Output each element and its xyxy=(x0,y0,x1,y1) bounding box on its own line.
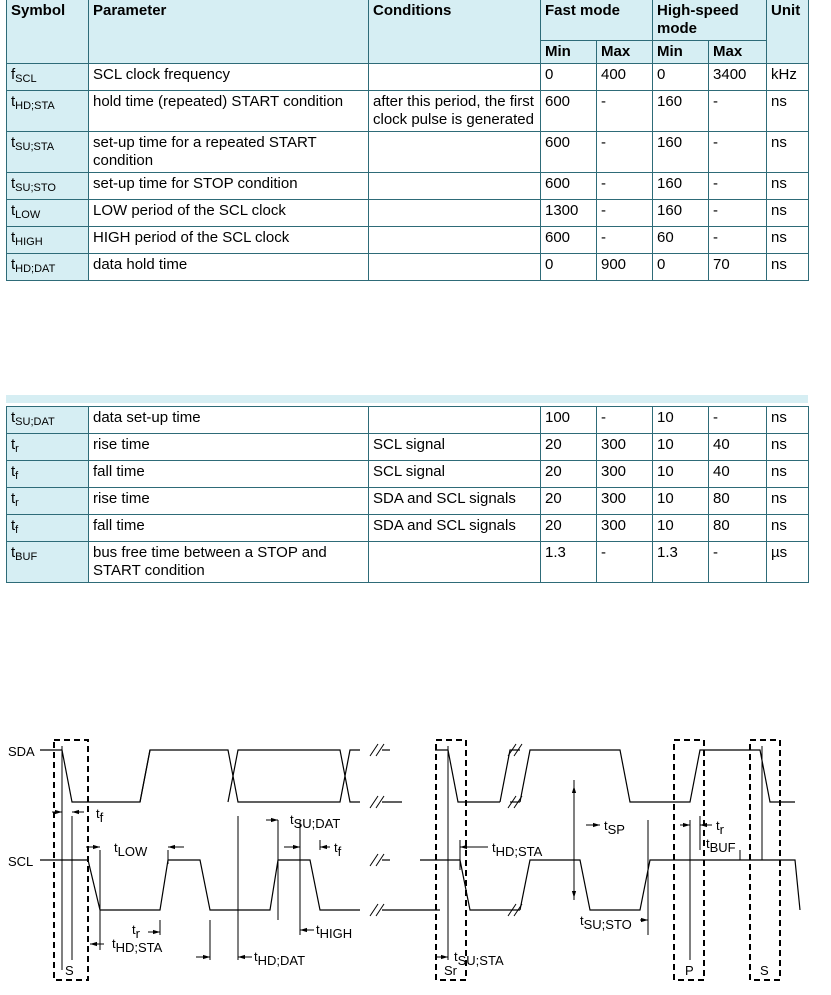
table-break xyxy=(6,395,808,403)
hs-max-cell: - xyxy=(709,407,767,434)
sda-waveform xyxy=(40,750,795,802)
fast-min-cell: 0 xyxy=(541,254,597,281)
conditions-cell: SCL signal xyxy=(369,434,541,461)
fast-min-cell: 1300 xyxy=(541,200,597,227)
hs-min-cell: 160 xyxy=(653,173,709,200)
table-row xyxy=(7,173,809,200)
parameter-cell: LOW period of the SCL clock xyxy=(89,200,369,227)
table-row xyxy=(7,407,809,434)
conditions-cell xyxy=(369,173,541,200)
fast-min-cell: 600 xyxy=(541,132,597,173)
header-high-speed-mode: High-speed mode xyxy=(653,0,767,41)
hs-max-cell: 40 xyxy=(709,461,767,488)
conditions-cell: SCL signal xyxy=(369,461,541,488)
conditions-cell xyxy=(369,132,541,173)
unit-cell: ns xyxy=(767,200,809,227)
hs-max-cell: - xyxy=(709,173,767,200)
table-row xyxy=(7,132,809,173)
symbol-cell: $t_{HIGH}$ xyxy=(7,227,89,254)
unit-cell: ns xyxy=(767,227,809,254)
label-tlow: tLOW xyxy=(114,840,148,859)
label-tf: tf xyxy=(96,806,104,825)
conditions-cell: after this period, the first clock pulse is generated xyxy=(369,91,541,132)
fast-max-cell: 900 xyxy=(597,254,653,281)
start-label-2: S xyxy=(760,963,769,978)
conditions-cell xyxy=(369,254,541,281)
fast-min-cell: 100 xyxy=(541,407,597,434)
header-hs-min: Min xyxy=(653,41,709,64)
symbol-cell: $t_{HD;STA}$ xyxy=(7,91,89,132)
table-body-bottom xyxy=(7,407,809,583)
table-row xyxy=(7,542,809,583)
hs-max-cell: - xyxy=(709,200,767,227)
repeated-start-label: Sr xyxy=(444,963,457,978)
parameter-cell: rise time xyxy=(89,434,369,461)
hs-min-cell: 10 xyxy=(653,461,709,488)
symbol-cell: $t_{LOW}$ xyxy=(7,200,89,227)
symbol-cell: $t_r$ xyxy=(7,434,89,461)
stop-label: P xyxy=(685,963,694,978)
conditions-cell xyxy=(369,542,541,583)
header-parameter: Parameter xyxy=(89,0,369,64)
hs-min-cell: 160 xyxy=(653,132,709,173)
unit-cell: kHz xyxy=(767,64,809,91)
symbol-cell: $t_{SU;DAT}$ xyxy=(7,407,89,434)
symbol-cell: $t_{BUF}$ xyxy=(7,542,89,583)
hs-min-cell: 60 xyxy=(653,227,709,254)
parameter-cell: fall time xyxy=(89,515,369,542)
parameter-cell: HIGH period of the SCL clock xyxy=(89,227,369,254)
break-marks xyxy=(370,744,522,916)
table-body-top xyxy=(7,64,809,281)
hs-max-cell: 80 xyxy=(709,515,767,542)
label-tr: tr xyxy=(132,922,140,941)
sda-label: SDA xyxy=(8,744,35,759)
conditions-cell: SDA and SCL signals xyxy=(369,515,541,542)
table-row xyxy=(7,200,809,227)
fast-min-cell: 20 xyxy=(541,515,597,542)
conditions-cell xyxy=(369,64,541,91)
unit-cell: ns xyxy=(767,132,809,173)
fast-max-cell: 400 xyxy=(597,64,653,91)
fast-max-cell: 300 xyxy=(597,488,653,515)
start-label: S xyxy=(65,963,74,978)
header-fast-max: Max xyxy=(597,41,653,64)
table-row xyxy=(7,461,809,488)
fast-min-cell: 0 xyxy=(541,64,597,91)
fast-max-cell: - xyxy=(597,91,653,132)
fast-max-cell: - xyxy=(597,132,653,173)
fast-min-cell: 20 xyxy=(541,434,597,461)
symbol-cell: $t_f$ xyxy=(7,461,89,488)
unit-cell: ns xyxy=(767,254,809,281)
parameter-cell: data hold time xyxy=(89,254,369,281)
unit-cell: ns xyxy=(767,488,809,515)
hs-max-cell: - xyxy=(709,542,767,583)
conditions-cell: SDA and SCL signals xyxy=(369,488,541,515)
scl-label: SCL xyxy=(8,854,34,869)
hs-max-cell: 40 xyxy=(709,434,767,461)
table-row xyxy=(7,91,809,132)
hs-min-cell: 160 xyxy=(653,91,709,132)
hs-min-cell: 10 xyxy=(653,515,709,542)
header-symbol: Symbol xyxy=(7,0,89,64)
fast-max-cell: - xyxy=(597,200,653,227)
label-tsp: tSP xyxy=(604,818,625,837)
table-row xyxy=(7,227,809,254)
header-conditions: Conditions xyxy=(369,0,541,64)
hs-max-cell: 3400 xyxy=(709,64,767,91)
hs-min-cell: 0 xyxy=(653,254,709,281)
fast-min-cell: 600 xyxy=(541,227,597,254)
scl-waveform xyxy=(40,860,800,910)
fast-min-cell: 20 xyxy=(541,461,597,488)
hs-min-cell: 160 xyxy=(653,200,709,227)
label-thdsta-2: tHD;STA xyxy=(492,840,543,859)
parameter-cell: hold time (repeated) START condition xyxy=(89,91,369,132)
table-row xyxy=(7,434,809,461)
timing-markers xyxy=(62,746,762,970)
header-hs-max: Max xyxy=(709,41,767,64)
unit-cell: ns xyxy=(767,515,809,542)
timing-spec-table xyxy=(6,0,809,281)
parameter-cell: set-up time for a repeated START condition xyxy=(89,132,369,173)
label-thddat: tHD;DAT xyxy=(254,949,306,968)
header-fast-min: Min xyxy=(541,41,597,64)
conditions-cell xyxy=(369,407,541,434)
label-tsusta: tSU;STA xyxy=(454,949,504,968)
unit-cell: ns xyxy=(767,434,809,461)
fast-max-cell: - xyxy=(597,542,653,583)
fast-max-cell: 300 xyxy=(597,434,653,461)
hs-max-cell: 70 xyxy=(709,254,767,281)
label-tf-2: tf xyxy=(334,840,342,859)
parameter-cell: SCL clock frequency xyxy=(89,64,369,91)
unit-cell: µs xyxy=(767,542,809,583)
symbol-cell: $t_{HD;DAT}$ xyxy=(7,254,89,281)
parameter-cell: bus free time between a STOP and START condition xyxy=(89,542,369,583)
fast-max-cell: - xyxy=(597,173,653,200)
unit-cell: ns xyxy=(767,461,809,488)
fast-min-cell: 20 xyxy=(541,488,597,515)
hs-min-cell: 1.3 xyxy=(653,542,709,583)
timing-spec-table-continued xyxy=(6,406,809,583)
symbol-cell: $t_f$ xyxy=(7,515,89,542)
symbol-cell: $t_r$ xyxy=(7,488,89,515)
parameter-cell: data set-up time xyxy=(89,407,369,434)
label-tr-2: tr xyxy=(716,818,724,837)
unit-cell: ns xyxy=(767,407,809,434)
fast-max-cell: - xyxy=(597,407,653,434)
table-row xyxy=(7,64,809,91)
parameter-cell: set-up time for STOP condition xyxy=(89,173,369,200)
unit-cell: ns xyxy=(767,173,809,200)
header-fast-mode: Fast mode xyxy=(541,0,653,41)
parameter-cell: fall time xyxy=(89,461,369,488)
table-row xyxy=(7,515,809,542)
label-tsusto: tSU;STO xyxy=(580,913,632,932)
symbol-cell: $t_{SU;STO}$ xyxy=(7,173,89,200)
hs-max-cell: - xyxy=(709,227,767,254)
hs-min-cell: 10 xyxy=(653,488,709,515)
symbol-cell: $f_{SCL}$ xyxy=(7,64,89,91)
hs-max-cell: 80 xyxy=(709,488,767,515)
fast-max-cell: 300 xyxy=(597,515,653,542)
parameter-cell: rise time xyxy=(89,488,369,515)
table-row xyxy=(7,488,809,515)
label-thdsta: tHD;STA xyxy=(112,936,163,955)
fast-max-cell: 300 xyxy=(597,461,653,488)
timing-labels xyxy=(96,806,736,968)
fast-max-cell: - xyxy=(597,227,653,254)
unit-cell: ns xyxy=(767,91,809,132)
label-tbuf: tBUF xyxy=(706,836,736,855)
label-tsudat: tSU;DAT xyxy=(290,812,341,831)
i2c-timing-diagram xyxy=(0,720,831,995)
header-unit: Unit xyxy=(767,0,809,64)
fast-min-cell: 1.3 xyxy=(541,542,597,583)
hs-max-cell: - xyxy=(709,132,767,173)
symbol-cell: $t_{SU;STA}$ xyxy=(7,132,89,173)
conditions-cell xyxy=(369,200,541,227)
hs-max-cell: - xyxy=(709,91,767,132)
hs-min-cell: 10 xyxy=(653,407,709,434)
hs-min-cell: 10 xyxy=(653,434,709,461)
label-thigh: tHIGH xyxy=(316,922,353,941)
fast-min-cell: 600 xyxy=(541,173,597,200)
fast-min-cell: 600 xyxy=(541,91,597,132)
hs-min-cell: 0 xyxy=(653,64,709,91)
table-row xyxy=(7,254,809,281)
conditions-cell xyxy=(369,227,541,254)
